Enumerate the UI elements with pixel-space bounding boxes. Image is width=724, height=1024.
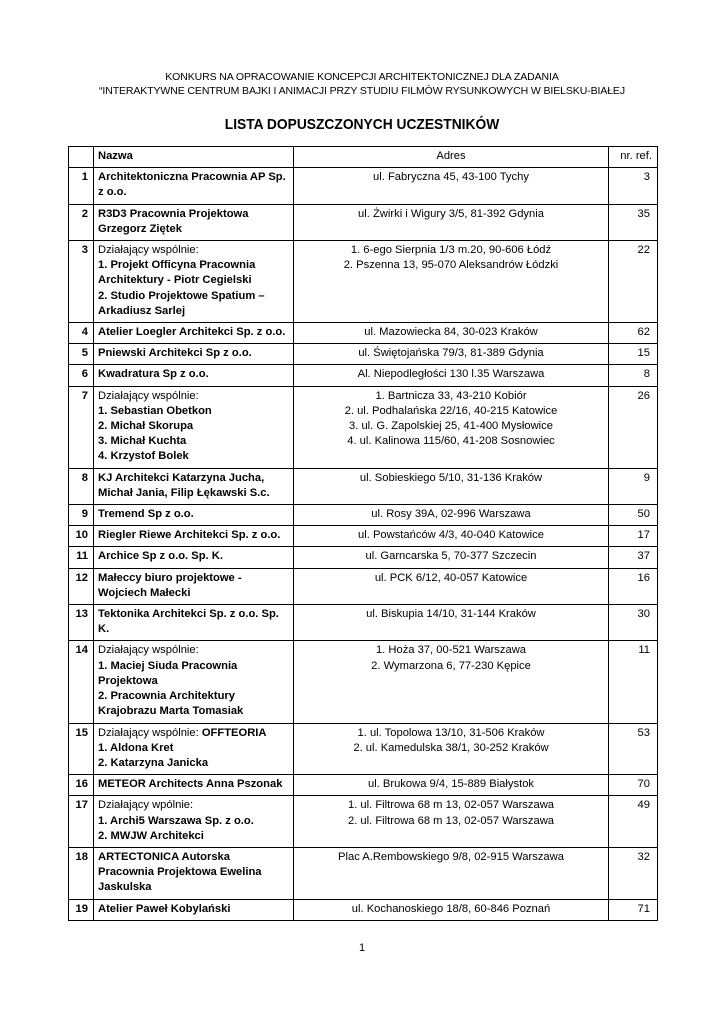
- reference-number: 8: [609, 365, 658, 386]
- joint-entry-intro-text: Działający wpólnie:: [98, 799, 194, 812]
- participant-address-cell: [294, 468, 609, 504]
- participant-name: 2. Katarzyna Janicka: [98, 756, 209, 769]
- participant-name: 1. Sebastian Obetkon: [98, 404, 212, 417]
- participant-address-cell: [294, 605, 609, 641]
- row-number: 10: [69, 526, 94, 547]
- participant-address-cell: [294, 847, 609, 899]
- row-number: 2: [69, 204, 94, 240]
- participant-address: ul. Garncarska 5, 70-377 Szczecin: [365, 550, 537, 563]
- reference-number: 32: [609, 847, 658, 899]
- table-row: [69, 605, 658, 641]
- document-header-line-2: “INTERAKTYWNE CENTRUM BAJKI I ANIMACJI PRZY STUDIU FILMÓW RYSUNKOWYCH W BIELSKU-BIAŁEJ: [99, 85, 625, 97]
- participant-name: 2. Studio Projektowe Spatium – Arkadiusz Sarlej: [98, 289, 265, 317]
- participant-address: ul. Brukowa 9/4, 15-889 Białystok: [367, 778, 535, 791]
- participant-name-cell: [94, 775, 294, 796]
- table-row: [69, 323, 658, 344]
- participant-name-cell: [94, 605, 294, 641]
- participant-name-cell: [94, 365, 294, 386]
- participant-name-cell: [94, 547, 294, 568]
- row-number: 1: [69, 168, 94, 204]
- participant-name: 1. Projekt Officyna Pracownia Architektury - Piotr Cegielski: [98, 259, 256, 287]
- participant-name-cell: [94, 241, 294, 323]
- participant-name-cell: [94, 386, 294, 468]
- table-row: [69, 386, 658, 468]
- participant-name: 2. MWJW Architekci: [98, 829, 204, 842]
- participant-name: 1. Archi5 Warszawa Sp. z o.o.: [98, 814, 254, 827]
- participant-name-cell: [94, 468, 294, 504]
- participant-name: 2. Pracownia Architektury Krajobrazu Marta Tomasiak: [98, 690, 244, 718]
- participant-name: Małeccy biuro projektowe - Wojciech Małecki: [98, 571, 242, 599]
- row-number: 17: [69, 796, 94, 848]
- joint-entry-intro-text: Działający wspólnie:: [98, 644, 199, 657]
- reference-number: 9: [609, 468, 658, 504]
- participant-address: ul. PCK 6/12, 40-057 Katowice: [374, 571, 528, 584]
- reference-number: 70: [609, 775, 658, 796]
- reference-number: 26: [609, 386, 658, 468]
- joint-entry-intro: [98, 389, 289, 404]
- participant-address: ul. Świętojańska 79/3, 81-389 Gdynia: [358, 347, 544, 360]
- participant-name: KJ Architekci Katarzyna Jucha, Michał Jania, Filip Łękawski S.c.: [98, 471, 270, 499]
- participant-address: 4. ul. Kalinowa 115/60, 41-208 Sosnowiec: [347, 435, 555, 448]
- participant-address: 3. ul. G. Zapolskiej 25, 41-400 Mysłowice: [349, 420, 553, 433]
- row-number: 4: [69, 323, 94, 344]
- participant-address-cell: [294, 899, 609, 920]
- participant-name-cell: [94, 505, 294, 526]
- row-number: 9: [69, 505, 94, 526]
- participant-address: ul. Mazowiecka 84, 30-023 Kraków: [364, 326, 538, 339]
- row-number: 3: [69, 241, 94, 323]
- participant-address-cell: [294, 568, 609, 604]
- participant-name: Kwadratura Sp z o.o.: [98, 368, 209, 381]
- participant-name: METEOR Architects Anna Pszonak: [98, 778, 283, 791]
- row-number: 8: [69, 468, 94, 504]
- joint-entry-group-name: OFFTEORIA: [201, 726, 267, 739]
- table-row: [69, 723, 658, 775]
- reference-number: 37: [609, 547, 658, 568]
- reference-number: 50: [609, 505, 658, 526]
- reference-number: 3: [609, 168, 658, 204]
- participant-address-cell: [294, 241, 609, 323]
- row-number: 19: [69, 899, 94, 920]
- reference-number: 15: [609, 344, 658, 365]
- participant-name: Architektoniczna Pracownia AP Sp. z o.o.: [98, 171, 286, 199]
- participant-name: Pniewski Architekci Sp z o.o.: [98, 347, 252, 360]
- joint-entry-intro-text: Działający wspólnie:: [98, 726, 199, 739]
- participant-name-cell: [94, 796, 294, 848]
- participant-address-cell: [294, 323, 609, 344]
- participant-name: Tremend Sp z o.o.: [98, 508, 194, 521]
- participant-address: ul. Powstańców 4/3, 40-040 Katowice: [358, 529, 544, 542]
- participant-address: ul. Żwirki i Wigury 3/5, 81-392 Gdynia: [358, 207, 544, 220]
- participant-address-cell: [294, 386, 609, 468]
- participant-address: ul. Rosy 39A, 02-996 Warszawa: [371, 508, 531, 521]
- participant-address-cell: [294, 505, 609, 526]
- participant-address: 1. ul. Filtrowa 68 m 13, 02-057 Warszawa: [347, 799, 555, 812]
- joint-entry-intro: [98, 798, 289, 813]
- participant-name: 4. Krzystof Bolek: [98, 450, 189, 463]
- row-number: 11: [69, 547, 94, 568]
- participant-name-cell: [94, 204, 294, 240]
- table-row: [69, 526, 658, 547]
- participant-name: ARTECTONICA Autorska Pracownia Projektowa Ewelina Jaskulska: [98, 850, 262, 894]
- reference-number: 35: [609, 204, 658, 240]
- participant-name: 1. Aldona Kret: [98, 741, 174, 754]
- reference-number: 11: [609, 641, 658, 723]
- row-number: 12: [69, 568, 94, 604]
- table-row: [69, 847, 658, 899]
- joint-entry-intro-text: Działający wspólnie:: [98, 389, 199, 402]
- participant-address-cell: [294, 168, 609, 204]
- participant-address: Al. Niepodległości 130 l.35 Warszawa: [357, 368, 545, 381]
- joint-entry-intro: [98, 643, 289, 658]
- table-row: [69, 775, 658, 796]
- participant-name: Tektonika Architekci Sp. z o.o. Sp. K.: [98, 608, 279, 636]
- table-row: [69, 468, 658, 504]
- participant-address: 1. ul. Topolowa 13/10, 31-506 Kraków: [357, 726, 545, 739]
- participant-address: 1. 6-ego Sierpnia 1/3 m.20, 90-606 Łódź: [350, 244, 552, 257]
- column-header-number: [69, 147, 94, 168]
- row-number: 6: [69, 365, 94, 386]
- participant-name-cell: [94, 568, 294, 604]
- row-number: 14: [69, 641, 94, 723]
- reference-number: 53: [609, 723, 658, 775]
- column-header-ref: nr. ref.: [609, 147, 658, 168]
- reference-number: 49: [609, 796, 658, 848]
- table-row: [69, 568, 658, 604]
- participant-address: 2. ul. Kamedulska 38/1, 30-252 Kraków: [353, 741, 549, 754]
- table-header-row: [69, 147, 658, 168]
- document-header-line-1: KONKURS NA OPRACOWANIE KONCEPCJI ARCHITEKTONICZNEJ DLA ZADANIA: [165, 71, 559, 83]
- participant-name: R3D3 Pracownia Projektowa Grzegorz Ziętek: [98, 207, 249, 235]
- participant-name: Archice Sp z o.o. Sp. K.: [98, 550, 223, 563]
- row-number: 5: [69, 344, 94, 365]
- participant-address: ul. Sobieskiego 5/10, 31-136 Kraków: [359, 471, 543, 484]
- row-number: 18: [69, 847, 94, 899]
- participant-name-cell: [94, 344, 294, 365]
- column-header-address: Adres: [294, 147, 609, 168]
- document-title: LISTA DOPUSZCZONYCH UCZESTNIKÓW: [224, 116, 500, 133]
- participant-name-cell: [94, 323, 294, 344]
- participant-name-cell: [94, 526, 294, 547]
- table-row: [69, 796, 658, 848]
- participant-address: ul. Biskupia 14/10, 31-144 Kraków: [366, 608, 536, 621]
- participant-name-cell: [94, 168, 294, 204]
- participant-address: ul. Fabryczna 45, 43-100 Tychy: [373, 171, 529, 184]
- participant-name: 2. Michał Skorupa: [98, 420, 194, 433]
- table-row: [69, 505, 658, 526]
- table-body: [69, 168, 658, 921]
- participant-address: ul. Kochanoskiego 18/8, 60-846 Poznań: [351, 902, 551, 915]
- joint-entry-intro-text: Działający wspólnie:: [98, 244, 199, 257]
- joint-entry-intro: [98, 726, 289, 741]
- participants-table: [68, 146, 658, 921]
- row-number: 15: [69, 723, 94, 775]
- table-row: [69, 899, 658, 920]
- reference-number: 16: [609, 568, 658, 604]
- participant-address: 2. ul. Podhalańska 22/16, 40-215 Katowice: [344, 404, 558, 417]
- participant-address: 1. Bartnicza 33, 43-210 Kobiór: [375, 389, 527, 402]
- participant-address-cell: [294, 365, 609, 386]
- participant-name-cell: [94, 641, 294, 723]
- table-row: [69, 204, 658, 240]
- table-row: [69, 365, 658, 386]
- reference-number: 62: [609, 323, 658, 344]
- table-row: [69, 641, 658, 723]
- participant-name-cell: [94, 847, 294, 899]
- reference-number: 30: [609, 605, 658, 641]
- participant-address-cell: [294, 547, 609, 568]
- participant-name: 1. Maciej Siuda Pracownia Projektowa: [98, 659, 238, 687]
- participant-name-cell: [94, 723, 294, 775]
- participant-address-cell: [294, 775, 609, 796]
- joint-entry-intro: [98, 243, 289, 258]
- row-number: 16: [69, 775, 94, 796]
- participant-address: 2. ul. Filtrowa 68 m 13, 02-057 Warszawa: [347, 814, 555, 827]
- reference-number: 17: [609, 526, 658, 547]
- participant-address-cell: [294, 526, 609, 547]
- participant-name: Riegler Riewe Architekci Sp. z o.o.: [98, 529, 281, 542]
- column-header-name: Nazwa: [94, 147, 294, 168]
- participant-address-cell: [294, 723, 609, 775]
- table-row: [69, 547, 658, 568]
- row-number: 7: [69, 386, 94, 468]
- page-number: 1: [358, 942, 366, 954]
- reference-number: 22: [609, 241, 658, 323]
- participant-name: 3. Michał Kuchta: [98, 435, 187, 448]
- table-row: [69, 241, 658, 323]
- participant-name: Atelier Loegler Architekci Sp. z o.o.: [98, 326, 286, 339]
- participant-address: Plac A.Rembowskiego 9/8, 02-915 Warszawa: [338, 850, 564, 863]
- table-row: [69, 344, 658, 365]
- participant-name: Atelier Paweł Kobylański: [98, 902, 231, 915]
- table-row: [69, 168, 658, 204]
- participant-address-cell: [294, 641, 609, 723]
- reference-number: 71: [609, 899, 658, 920]
- participant-address: 2. Pszenna 13, 95-070 Aleksandrów Łódzki: [343, 259, 559, 272]
- participant-address-cell: [294, 796, 609, 848]
- participant-address: 2. Wymarzona 6, 77-230 Kępice: [371, 659, 531, 672]
- participant-address-cell: [294, 204, 609, 240]
- participant-address-cell: [294, 344, 609, 365]
- participant-address: 1. Hoża 37, 00-521 Warszawa: [375, 644, 527, 657]
- participant-name-cell: [94, 899, 294, 920]
- row-number: 13: [69, 605, 94, 641]
